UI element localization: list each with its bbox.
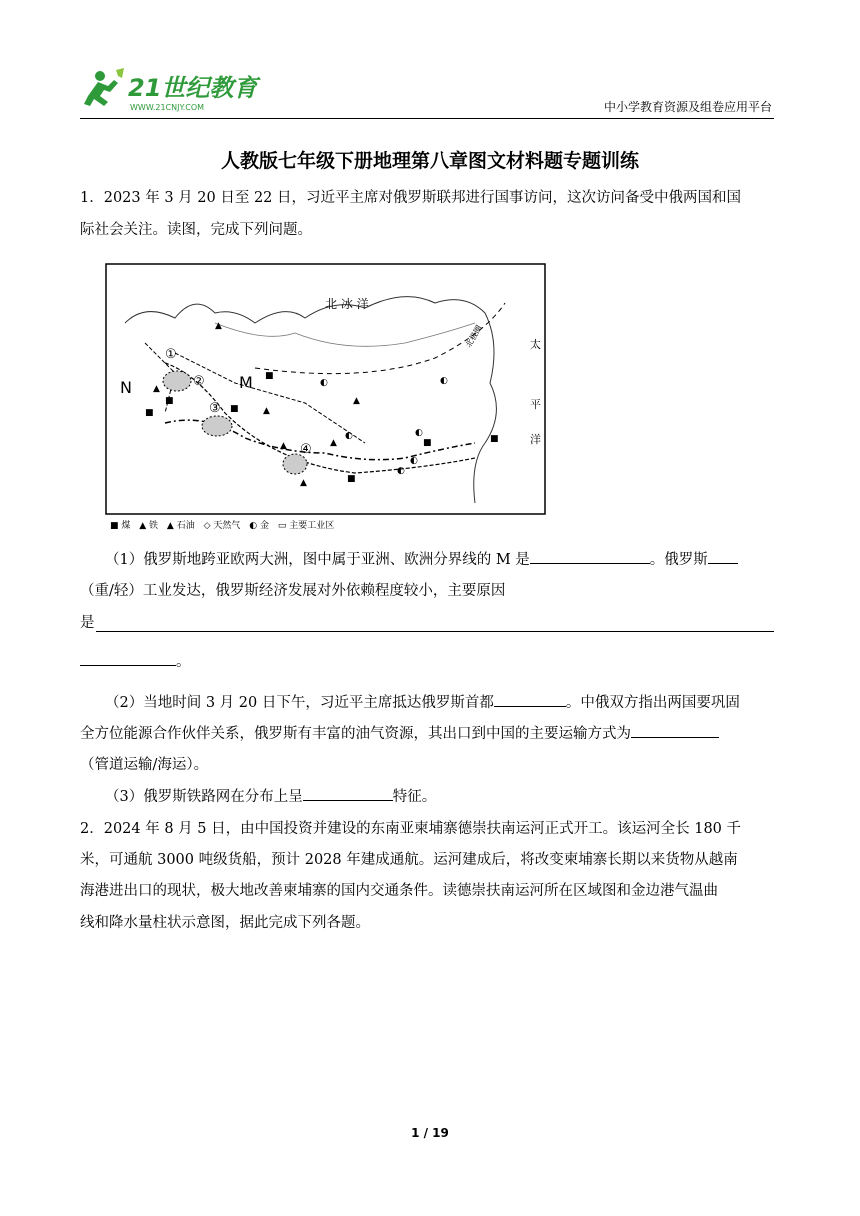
- svg-text:②: ②: [193, 374, 205, 389]
- svg-text:太: 太: [530, 338, 541, 351]
- svg-text:■: ■: [230, 404, 239, 414]
- svg-text:◐: ◐: [345, 431, 353, 441]
- svg-text:N: N: [120, 378, 132, 397]
- svg-text:▲: ▲: [300, 478, 307, 488]
- svg-text:④: ④: [300, 442, 312, 457]
- svg-text:▲: ▲: [353, 396, 360, 406]
- q1-sub1-line3: 是: [80, 615, 95, 631]
- svg-text:▲: ▲: [215, 321, 222, 331]
- logo-icon: [80, 66, 270, 116]
- answer-blank[interactable]: [303, 784, 393, 801]
- svg-text:WWW.21CNJY.COM: WWW.21CNJY.COM: [130, 103, 205, 112]
- map-legend: [110, 518, 340, 531]
- answer-blank[interactable]: [530, 547, 650, 564]
- q1-sub2-line2: 全方位能源合作伙伴关系，俄罗斯有丰富的油气资源，其出口到中国的主要运输方式为: [80, 719, 774, 750]
- svg-text:21世纪教育: 21世纪教育: [128, 74, 258, 102]
- legend-industrial-zone: ▭ 主要工业区: [277, 521, 335, 531]
- svg-text:▲: ▲: [330, 438, 337, 448]
- svg-text:■: ■: [145, 408, 154, 418]
- legend-gold: ◐ 金: [249, 521, 269, 531]
- svg-text:洋: 洋: [530, 433, 541, 446]
- svg-text:◐: ◐: [415, 428, 423, 438]
- legend-iron: ▲ 铁: [139, 521, 159, 531]
- q2-line1: 2．2024 年 8 月 5 日，由中国投资并建设的东南亚柬埔寨德崇扶南运河正式开工。该运河全长 180 千: [80, 821, 742, 837]
- svg-text:③: ③: [209, 401, 221, 416]
- answer-blank[interactable]: [708, 547, 738, 564]
- svg-text:◐: ◐: [397, 466, 405, 476]
- legend-oil: ▲ 石油: [166, 521, 195, 531]
- q1-sub2-line1: （2）当地时间 3 月 20 日下午，习近平主席抵达俄罗斯首都 。中俄双方指出两国要巩固: [80, 688, 774, 719]
- russia-map: [105, 263, 546, 515]
- q2-line3: 海港进出口的现状，极大地改善柬埔寨的国内交通条件。读德崇扶南运河所在区域图和金边港气温曲: [80, 883, 718, 899]
- q1-sub1-line2: （重/轻）工业发达，俄罗斯经济发展对外依赖程度较小，主要原因: [80, 583, 506, 599]
- page-title: 人教版七年级下册地理第八章图文材料题专题训练: [220, 150, 639, 172]
- svg-text:◐: ◐: [320, 378, 328, 388]
- svg-text:①: ①: [165, 347, 177, 362]
- page-header: [80, 66, 774, 119]
- svg-text:■: ■: [347, 474, 356, 484]
- legend-coal: ■ 煤: [110, 521, 131, 531]
- q1-sub3: （3）俄罗斯铁路网在分布上呈 特征。: [80, 782, 774, 813]
- q2-line2: 米，可通航 3000 吨级货船，预计 2028 年建成通航。运河建成后，将改变柬埔寨长期以来货物从越南: [80, 852, 738, 868]
- answer-blank[interactable]: [80, 649, 176, 666]
- svg-text:M: M: [239, 373, 253, 392]
- svg-text:北 冰 洋: 北 冰 洋: [325, 297, 369, 311]
- answer-blank[interactable]: [494, 690, 566, 707]
- q1-sub1-line4: 。: [80, 647, 774, 678]
- svg-text:▲: ▲: [153, 384, 160, 394]
- svg-text:平: 平: [530, 398, 541, 411]
- answer-blank[interactable]: [631, 721, 719, 738]
- q1-sub1-line1: （1）俄罗斯地跨亚欧两大洲，图中属于亚洲、欧洲分界线的 M 是 。俄罗斯: [80, 545, 774, 576]
- header-platform-text: 中小学教育资源及组卷应用平台: [603, 100, 772, 114]
- q1-stem-line2: 际社会关注。读图，完成下列问题。: [80, 222, 312, 238]
- svg-text:■: ■: [165, 396, 174, 406]
- q2-line4: 线和降水量柱状示意图，据此完成下列各题。: [80, 915, 370, 931]
- svg-text:◐: ◐: [410, 456, 418, 466]
- svg-text:■: ■: [423, 438, 432, 448]
- svg-text:◐: ◐: [440, 376, 448, 386]
- legend-gas: ◇ 天然气: [203, 521, 241, 531]
- q1-sub2-line3: （管道运输/海运）。: [80, 757, 209, 773]
- svg-text:■: ■: [265, 371, 274, 381]
- page-number: 1 / 19: [411, 1126, 449, 1140]
- svg-text:■: ■: [490, 434, 499, 444]
- svg-text:▲: ▲: [263, 406, 270, 416]
- answer-blank[interactable]: [96, 631, 774, 632]
- svg-text:▲: ▲: [280, 441, 287, 451]
- q1-stem-line1: 1．2023 年 3 月 20 日至 22 日，习近平主席对俄罗斯联邦进行国事访问，这次访问备受中俄两国和国: [80, 190, 742, 206]
- svg-text:北极圈: 北极圈: [463, 323, 484, 349]
